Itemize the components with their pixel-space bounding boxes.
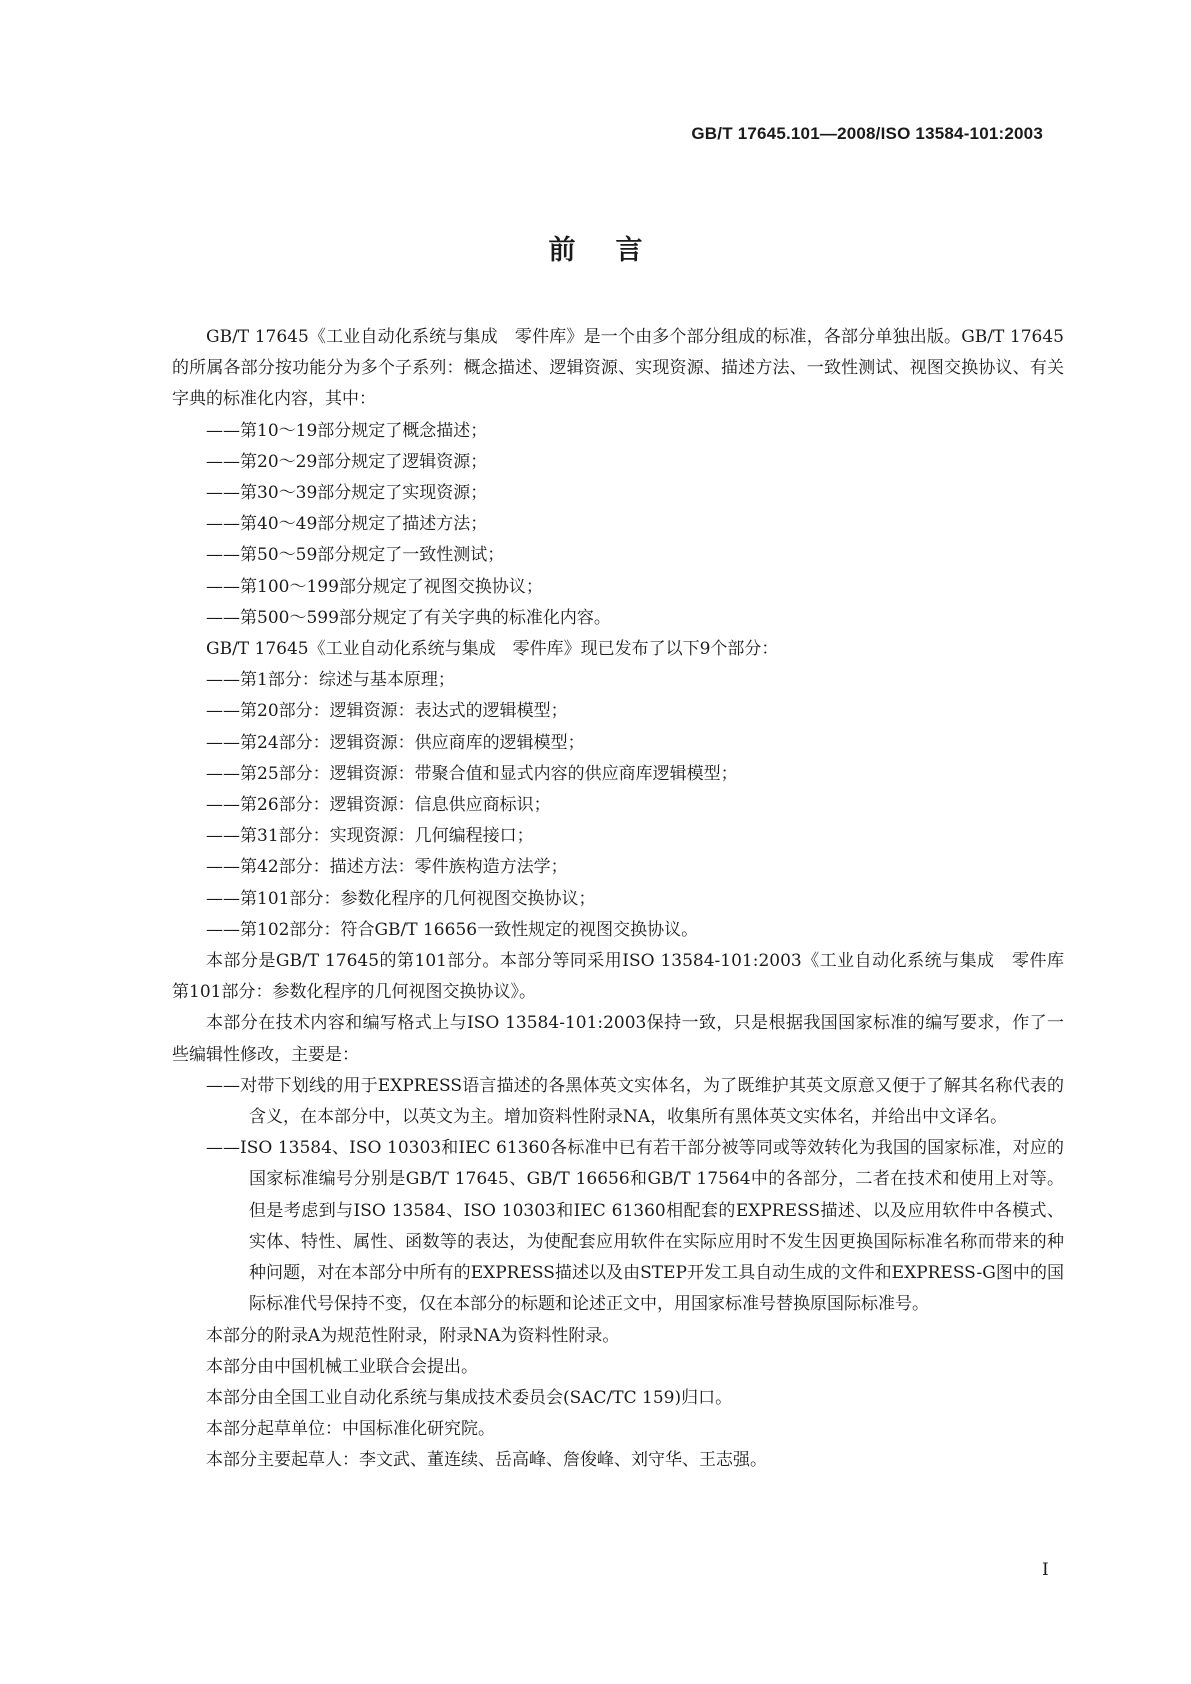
list-item: ——第101部分：参数化程序的几何视图交换协议； (206, 888, 596, 909)
intro-paragraph: GB/T 17645《工业自动化系统与集成 零件库》是一个由多个部分组成的标准，各部分单独出版。GB/T 17645的所属各部分按功能分为多个子系列：概念描述、逻辑资源、实现资源、描述方法、一致性测试、视图交换协议、有关字典的标准化内容，其中： (172, 327, 1064, 410)
adoption-paragraph: 本部分是GB/T 17645的第101部分。本部分等同采用ISO 13584-101:2003《工业自动化系统与集成 零件库 第101部分：参数化程序的几何视图交换协议》。 (172, 951, 1081, 1003)
list-item: ——第100～199部分规定了视图交换协议； (206, 576, 543, 597)
committee-paragraph: 本部分由全国工业自动化系统与集成技术委员会(SAC/TC 159)归口。 (206, 1387, 733, 1408)
list-item: ——第20部分：逻辑资源：表达式的逻辑模型； (206, 701, 568, 722)
parts-list (172, 665, 1064, 946)
modifications-paragraph: 本部分在技术内容和编写格式上与ISO 13584-101:2003保持一致，只是根据我国国家标准的编写要求，作了一些编辑性修改，主要是： (172, 1013, 1064, 1065)
published-parts-paragraph: GB/T 17645《工业自动化系统与集成 零件库》现已发布了以下9个部分： (206, 639, 779, 660)
document-body (172, 322, 1081, 1477)
list-item: ——第24部分：逻辑资源：供应商库的逻辑模型； (206, 732, 585, 753)
list-item: ——第31部分：实现资源：几何编程接口； (206, 826, 534, 847)
list-item: ——第25部分：逻辑资源：带聚合值和显式内容的供应商库逻辑模型； (206, 763, 738, 784)
list-item: ——第30～39部分规定了实现资源； (206, 483, 488, 504)
list-item: ——第500～599部分规定了有关字典的标准化内容。 (206, 607, 611, 628)
page-number: I (1042, 1560, 1049, 1580)
changes-list (172, 1071, 1064, 1321)
annex-paragraph: 本部分的附录A为规范性附录，附录NA为资料性附录。 (206, 1325, 620, 1346)
list-item: ——第42部分：描述方法：零件族构造方法学； (206, 857, 568, 878)
standard-code: GB/T 17645.101—2008/ISO 13584-101:2003 (691, 124, 1043, 143)
list-item: ——第50～59部分规定了一致性测试； (206, 545, 505, 566)
drafters-paragraph: 本部分主要起草人：李文武、董连续、岳高峰、詹俊峰、刘守华、王志强。 (206, 1450, 767, 1471)
proposer-paragraph: 本部分由中国机械工业联合会提出。 (206, 1356, 478, 1377)
page-title: 前言 (548, 235, 683, 266)
list-item: ——第40～49部分规定了描述方法； (206, 514, 488, 535)
series-list (172, 416, 1064, 634)
list-item: ——第10～19部分规定了概念描述； (206, 420, 488, 441)
list-item: ——ISO 13584、ISO 10303和IEC 61360各标准中已有若干部分被等同或等效转化为我国的国家标准，对应的国家标准编号分别是GB/T 17645、GB/T 16656和GB/T 17564中的各部分，二者在技术和使用上对等。但是考虑到与ISO 13584、ISO 10303和IEC 61360相配套的EXPRESS描述、以及应用软件中各模式、实体、特性、属性、函数等的表达，为使配套应用软件在实际应用时不发生因更换国际标准名称而带来的种种问题，对在本部分中所有的EXPRESS描述以及由STEP开发工具自动生成的文件和EXPRESS-G图中的国际标准代号保持不变，仅在本部分的标题和论述正文中，用国家标准号替换原国际标准号。 (206, 1138, 1064, 1315)
list-item: ——第26部分：逻辑资源：信息供应商标识； (206, 795, 551, 816)
list-item: ——对带下划线的用于EXPRESS语言描述的各黑体英文实体名，为了既维护其英文原意又便于了解其名称代表的含义，在本部分中，以英文为主。增加资料性附录NA，收集所有黑体英文实体名，并给出中文译名。 (206, 1075, 1064, 1128)
list-item: ——第1部分：综述与基本原理； (206, 670, 455, 691)
list-item: ——第102部分：符合GB/T 16656一致性规定的视图交换协议。 (206, 919, 699, 940)
drafting-unit-paragraph: 本部分起草单位：中国标准化研究院。 (206, 1419, 495, 1440)
list-item: ——第20～29部分规定了逻辑资源； (206, 451, 488, 472)
